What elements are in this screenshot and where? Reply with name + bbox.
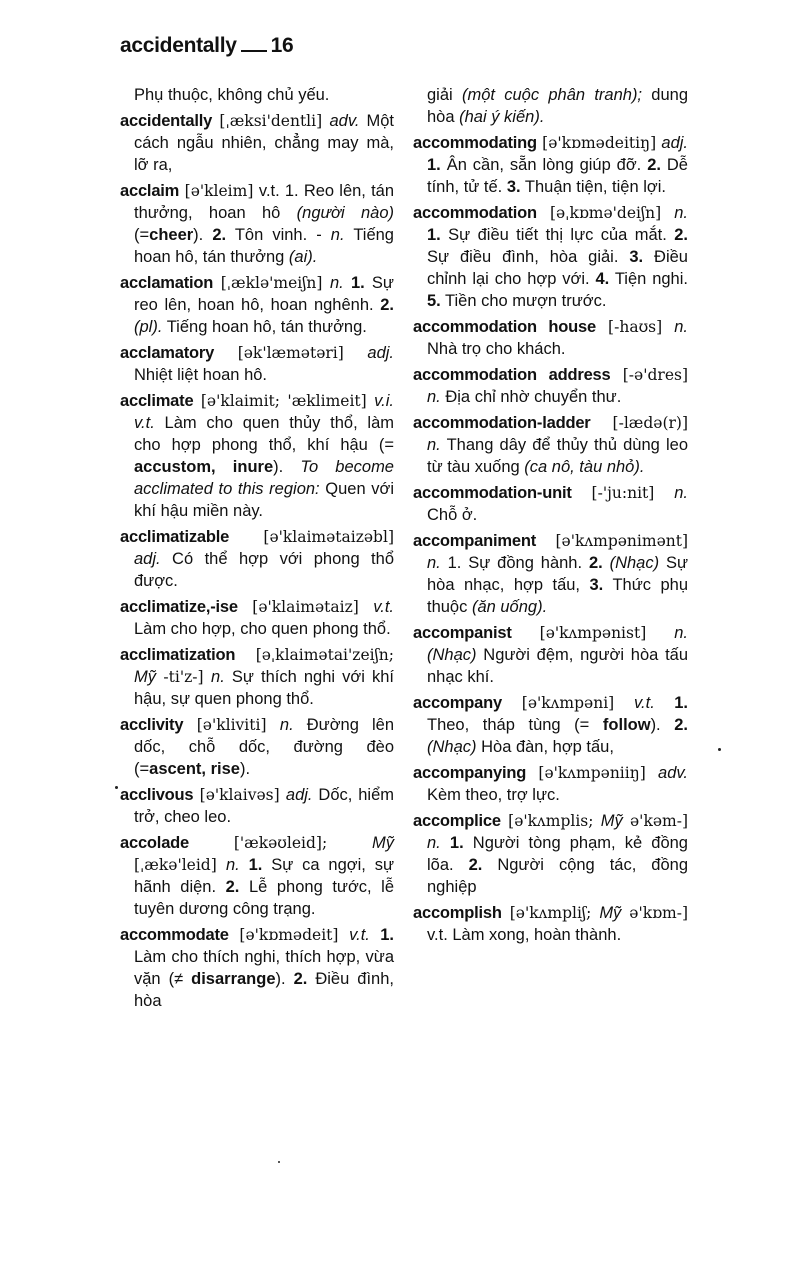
pronunciation: [-'ju:nit] xyxy=(571,484,675,502)
part-of-speech: adj. xyxy=(661,134,688,152)
entry-accompanist xyxy=(413,622,688,688)
pronunciation: [ə'kleim] xyxy=(179,182,259,200)
usage-note: (ai). xyxy=(288,248,318,266)
header-word: accidentally xyxy=(120,34,237,57)
headword: accidentally xyxy=(120,112,213,130)
headword: acclimatizable xyxy=(120,528,230,546)
part-of-speech: n. xyxy=(427,554,441,572)
definition-text: Một cách ngẫu nhiên, chẳng may mà, lỡ ra, xyxy=(134,112,394,174)
definition-text: Lễ phong tước, lễ tuyên dương công trạng. xyxy=(134,878,395,918)
sense-number: 2. xyxy=(468,856,483,874)
definition-text: Theo, tháp tùng (= xyxy=(427,716,603,734)
definition-text: Nhà trọ cho khách. xyxy=(427,340,566,358)
entry-accommodating xyxy=(413,132,688,198)
definition-text: Đường lên dốc, chỗ dốc, đường đèo (= xyxy=(134,716,394,778)
entry-acclimatization xyxy=(120,644,394,710)
headword: acclivity xyxy=(120,716,184,734)
part-of-speech: n. xyxy=(330,226,345,244)
definition-text: Ân cần, sẵn lòng giúp đỡ. xyxy=(440,156,648,174)
definition-text: Làm cho hợp, cho quen phong thổ. xyxy=(134,620,391,638)
definition-text: Sự reo lên, hoan hô, hoan nghênh. xyxy=(134,274,394,314)
definition-text: Sự ca ngợi, sự hãnh diện. xyxy=(134,856,394,896)
definition-text: (= xyxy=(134,226,150,244)
sense-number: 2. xyxy=(212,226,227,244)
usage-note: (Nhạc) xyxy=(427,646,477,664)
definition-text: ). xyxy=(273,458,301,476)
pronunciation: [ˌæklə'meiʃn] xyxy=(213,274,330,292)
entry-acclamatory xyxy=(120,342,394,386)
synonym: ascent, rise xyxy=(149,760,240,778)
definition-text: Dễ tính, tử tế. xyxy=(427,156,688,196)
part-of-speech: v.t. xyxy=(634,694,655,712)
scan-speck xyxy=(278,1161,280,1163)
pronunciation: [-lædə(r)] xyxy=(590,414,688,432)
pronunciation: [ə'kɒmədeitiŋ] xyxy=(536,134,662,152)
page-header xyxy=(120,34,293,58)
definition-text: ). xyxy=(193,226,213,244)
synonym: cheer xyxy=(149,226,194,244)
part-of-speech: n. xyxy=(330,274,344,292)
part-of-speech: n. xyxy=(427,834,441,852)
definition-text: Tôn vinh. - xyxy=(226,226,331,244)
pronunciation: ə'kəm-] xyxy=(622,812,688,830)
sense-number: 1. xyxy=(239,856,263,874)
definition-text: Sự hòa nhạc, hợp tấu, xyxy=(427,554,689,594)
headword: accommodation address xyxy=(413,366,611,384)
definition-text: Người tòng phạm, kẻ đồng lõa. xyxy=(427,834,688,874)
usage-note: (người nào) xyxy=(296,204,394,222)
definition-text: Sự điều đình, hòa giải. xyxy=(427,248,630,266)
sense-number: 1. xyxy=(427,226,441,244)
headword: acclamation xyxy=(120,274,214,292)
headword: accompanying xyxy=(413,764,527,782)
usage-note: Mỹ xyxy=(134,668,156,686)
entry-accomplish xyxy=(413,902,688,946)
part-of-speech: n. xyxy=(674,624,688,642)
pronunciation: [ə'kʌmpliʃ; xyxy=(501,904,600,922)
definition-text: Địa chỉ nhờ chuyển thư. xyxy=(440,388,622,406)
pronunciation: [ə'kɒmədeit] xyxy=(228,926,350,944)
entry-continuation xyxy=(120,84,394,106)
definition-text: Nhiệt liệt hoan hô. xyxy=(134,366,268,384)
part-of-speech: n. xyxy=(674,484,688,502)
entry-accompaniment xyxy=(413,530,688,618)
pronunciation: [ək'læmətəri] xyxy=(214,344,368,362)
pronunciation: [əˌklaimətai'zeiʃn; xyxy=(235,646,394,664)
headword: accommodation-unit xyxy=(413,484,572,502)
usage-note: (ăn uống). xyxy=(471,598,548,616)
headword: acclaim xyxy=(120,182,180,200)
headword: accommodation xyxy=(413,204,537,222)
definition-text: Người cộng tác, đồng nghiệp xyxy=(427,856,689,896)
sense-number: 1. xyxy=(427,156,441,174)
definition-text: v.t. 1. Reo lên, tán thưởng, hoan hô xyxy=(134,182,395,222)
entry-acclivity xyxy=(120,714,394,780)
pronunciation: [ə'klaivəs] xyxy=(193,786,286,804)
pronunciation: [əˌkɒmə'deiʃn] xyxy=(536,204,675,222)
entry-accolade xyxy=(120,832,394,920)
definition-text: Thang dây để thủy thủ dùng leo từ tàu xuống xyxy=(427,436,688,476)
definition-text: Tiếng hoan hô, tán thưởng. xyxy=(162,318,367,336)
pronunciation: [ˌæksi'dentli] xyxy=(212,112,330,130)
part-of-speech: v.t. xyxy=(349,926,370,944)
headword: acclimate xyxy=(120,392,194,410)
header-rule xyxy=(241,50,267,52)
synonym: accustom, inure xyxy=(134,458,274,476)
pronunciation: [ˌækə'leid] xyxy=(134,856,226,874)
synonym: follow xyxy=(602,716,651,734)
usage-note: Mỹ xyxy=(372,834,394,852)
sense-number: 3. xyxy=(629,248,644,266)
sense-number: 2. xyxy=(647,156,661,174)
entry-acclimatizable xyxy=(120,526,394,592)
entry-acclaim xyxy=(120,180,394,268)
entry-accomplice xyxy=(413,810,688,898)
usage-note: (pl). xyxy=(134,318,163,336)
headword: accolade xyxy=(120,834,190,852)
pronunciation: ['ækəʊleid]; xyxy=(189,834,372,852)
part-of-speech: n. xyxy=(427,388,441,406)
pronunciation: ə'kɒm-] xyxy=(621,904,688,922)
definition-text: dung hòa xyxy=(427,86,689,126)
definition-text: Kèm theo, trợ lực. xyxy=(427,786,560,804)
definition-text: Người đệm, người hòa tấu nhạc khí. xyxy=(427,646,688,686)
antonym: disarrange xyxy=(191,970,276,988)
sense-number: 2. xyxy=(674,226,688,244)
pronunciation: [ə'kʌmpənist] xyxy=(511,624,675,642)
definition-text: ). xyxy=(650,716,675,734)
definition-text: Thức phụ thuộc xyxy=(427,576,688,616)
definition-text: Chỗ ở. xyxy=(427,506,478,524)
usage-note: (một cuộc phân tranh); xyxy=(461,86,643,104)
headword: acclimatize,-ise xyxy=(120,598,238,616)
headword: accompany xyxy=(413,694,502,712)
entry-accidentally xyxy=(120,110,394,176)
entry-accompanying xyxy=(413,762,688,806)
usage-note: (hai ý kiến). xyxy=(459,108,545,126)
definition-text: Điều đình, hòa xyxy=(134,970,394,1010)
pronunciation: [ə'kʌmpəniiŋ] xyxy=(526,764,659,782)
pronunciation: -ti'z-] xyxy=(156,668,212,686)
entry-acclimatize xyxy=(120,596,394,640)
sense-number: 1. xyxy=(440,834,464,852)
sense-number: 2. xyxy=(225,878,240,896)
definition-text: Tiện nghi. xyxy=(609,270,688,288)
pronunciation: [ə'klaimit; 'æklimeit] xyxy=(193,392,375,410)
headword: accommodation-ladder xyxy=(413,414,591,432)
headword: accompanist xyxy=(413,624,512,642)
right-column xyxy=(413,84,688,950)
part-of-speech: n. xyxy=(211,668,225,686)
headword: accompaniment xyxy=(413,532,537,550)
example-phrase: To become acclimated to this region: xyxy=(134,458,394,498)
part-of-speech: v.t. xyxy=(373,598,394,616)
sense-number: 2. xyxy=(674,716,688,734)
headword: acclivous xyxy=(120,786,194,804)
part-of-speech: v.i. v.t. xyxy=(134,392,394,432)
headword: accomplice xyxy=(413,812,501,830)
usage-note: (Nhạc) xyxy=(427,738,477,756)
definition-text: ). xyxy=(239,760,251,778)
pronunciation: [ə'kʌmpəni] xyxy=(502,694,634,712)
pronunciation: [-haʊs] xyxy=(596,318,675,336)
headword: accomplish xyxy=(413,904,502,922)
usage-note: (ca nô, tàu nhỏ). xyxy=(524,458,645,476)
sense-number: 4. xyxy=(595,270,610,288)
definition-text: v.t. Làm xong, hoàn thành. xyxy=(427,926,622,944)
sense-number: 1. xyxy=(343,274,365,292)
definition-text: Thuận tiện, tiện lợi. xyxy=(520,178,666,196)
pronunciation: [ə'kʌmplis; xyxy=(500,812,601,830)
headword: accommodation house xyxy=(413,318,597,336)
page-number: 16 xyxy=(270,34,294,57)
pronunciation: [ə'kʌmpənimənt] xyxy=(536,532,688,550)
sense-number: 3. xyxy=(506,178,521,196)
definition-text: Tiền cho mượn trước. xyxy=(440,292,607,310)
part-of-speech: n. xyxy=(427,436,441,454)
part-of-speech: n. xyxy=(279,716,294,734)
definition-text: Có thể hợp với phong thổ được. xyxy=(134,550,394,590)
headword: accommodate xyxy=(120,926,229,944)
definition-text: 1. Sự đồng hành. xyxy=(440,554,589,572)
pronunciation: [ə'klaimətaiz] xyxy=(237,598,374,616)
part-of-speech: n. xyxy=(225,856,240,874)
definition-text: Làm cho quen thủy thổ, làm cho hợp phong thổ, khí hậu (= xyxy=(134,414,394,454)
entry-accommodation-address xyxy=(413,364,688,408)
usage-note: Mỹ xyxy=(600,812,623,830)
definition-text: Sự thích nghi với khí hậu, sự quen phong thổ. xyxy=(134,668,395,708)
part-of-speech: adj. xyxy=(285,786,313,804)
pronunciation: [ə'klaimətaizəbl] xyxy=(229,528,394,546)
definition-text: Điều chỉnh lại cho hợp với. xyxy=(427,248,688,288)
definition-text: Tiếng hoan hô, tán thưởng xyxy=(134,226,394,266)
definition-text: Hòa đàn, hợp tấu, xyxy=(476,738,614,756)
definition-text: Sự điều tiết thị lực của mắt. xyxy=(440,226,675,244)
pronunciation: [-ə'dres] xyxy=(610,366,688,384)
sense-number: 5. xyxy=(427,292,441,310)
entry-acclivous xyxy=(120,784,394,828)
definition-text: Phụ thuộc, không chủ yếu. xyxy=(134,86,330,104)
scan-speck xyxy=(115,786,118,789)
entry-accommodate xyxy=(120,924,394,1012)
entry-continuation xyxy=(413,84,688,128)
definition-text: Quen với khí hậu miền này. xyxy=(134,480,394,520)
part-of-speech: n. xyxy=(674,204,688,222)
entry-acclamation xyxy=(120,272,394,338)
part-of-speech: adv. xyxy=(329,112,360,130)
left-column xyxy=(120,84,394,1016)
entry-accommodation xyxy=(413,202,688,312)
entry-accommodation-ladder xyxy=(413,412,688,478)
sense-number: 2. xyxy=(588,554,603,572)
sense-number: 1. xyxy=(654,694,688,712)
entry-acclimate xyxy=(120,390,394,522)
definition-text: ). xyxy=(275,970,294,988)
scan-speck xyxy=(718,748,721,751)
usage-note: Mỹ xyxy=(599,904,622,922)
usage-note: (Nhạc) xyxy=(602,554,660,572)
part-of-speech: adj. xyxy=(134,550,161,568)
part-of-speech: n. xyxy=(674,318,688,336)
entry-accompany xyxy=(413,692,688,758)
sense-number: 3. xyxy=(589,576,604,594)
headword: acclimatization xyxy=(120,646,236,664)
sense-number: 2. xyxy=(380,296,394,314)
part-of-speech: adv. xyxy=(658,764,688,782)
sense-number: 1. xyxy=(369,926,394,944)
definition-text: giải xyxy=(427,86,462,104)
definition-text: Dốc, hiểm trở, cheo leo. xyxy=(134,786,394,826)
headword: accommodating xyxy=(413,134,537,152)
headword: acclamatory xyxy=(120,344,215,362)
sense-number: 2. xyxy=(293,970,308,988)
definition-text: Làm cho thích nghi, thích hợp, vừa vặn (≠ xyxy=(134,948,394,988)
entry-accommodation-unit xyxy=(413,482,688,526)
part-of-speech: adj. xyxy=(367,344,394,362)
entry-accommodation-house xyxy=(413,316,688,360)
pronunciation: [ə'kliviti] xyxy=(183,716,280,734)
